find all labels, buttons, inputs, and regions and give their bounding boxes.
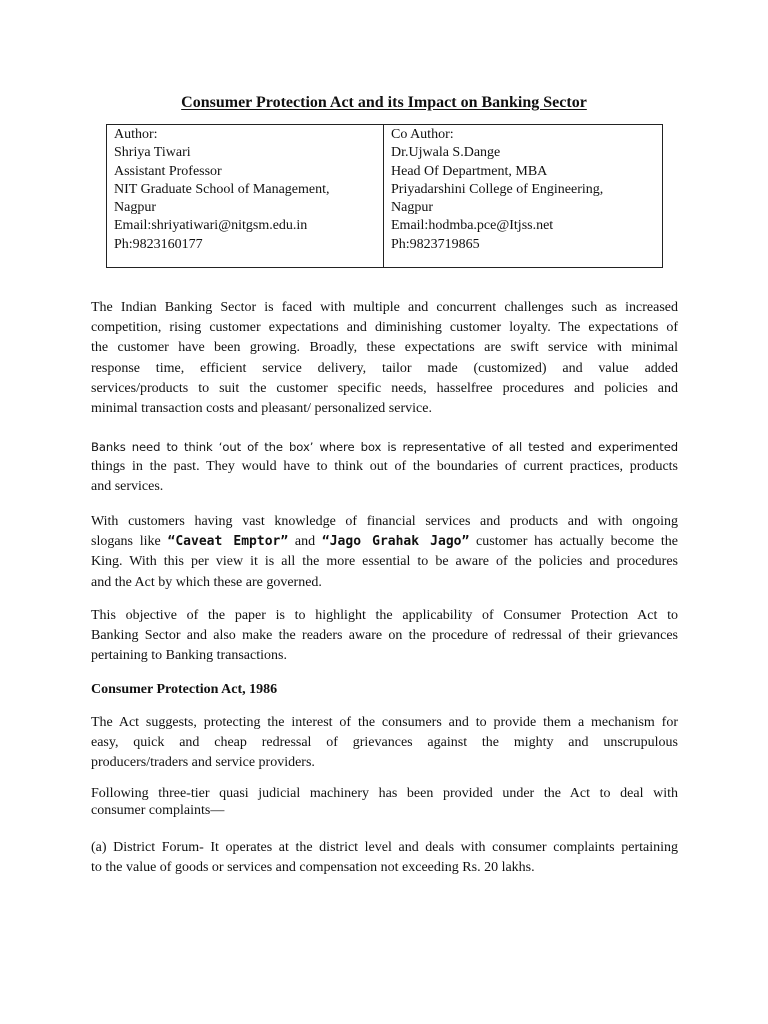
paragraph-line: consumer complaints— [91,803,225,818]
paragraph-line: Following three-tier quasi judicial machinery has been provided under the Act to deal with [91,786,678,801]
paragraph-line: services/products to suit the customer specific needs, hasselfree procedures and policies and [91,380,678,396]
author-email: Email:shriyatiwari@nitgsm.edu.in [114,218,308,234]
paragraph-line: minimal transaction costs and pleasant/ personalized service. [91,401,432,417]
coauthor-city: Nagpur [391,200,433,216]
paragraph-line: The Act suggests, protecting the interest of the consumers and to provide them a mechanism for [91,715,678,730]
paragraph-line: (a) District Forum- It operates at the district level and deals with consumer complaints pertaining [91,840,678,855]
paragraph-district-forum [91,838,678,878]
author-name: Shriya Tiwari [114,145,191,161]
author-table [106,124,663,268]
paragraph-line: easy, quick and cheap redressal of grievances against the mighty and unscrupulous [91,735,678,751]
paragraph-line-slogans [91,532,678,552]
paragraph-line: Banks need to think ‘out of the box’ where box is representative of all tested and experimented [91,440,678,454]
paragraph-line: the customer have been growing. Broadly, these expectations are swift service with minimal [91,340,678,356]
coauthor-phone: Ph:9823719865 [391,236,480,252]
coauthor-cell [384,125,663,268]
paragraph-objective [91,606,678,667]
author-cell [107,125,384,268]
paragraph-line: Banking Sector and also make the readers aware on the procedure of redressal of their grievances [91,628,678,644]
paragraph-line: things in the past. They would have to think out of the boundaries of current practices, products [91,459,678,475]
coauthor-email: Email:hodmba.pce@Itjss.net [391,218,554,234]
paragraph-three-tier [91,785,678,819]
paragraph-line: With customers having vast knowledge of financial services and products and with ongoing [91,514,678,529]
paragraph-line: King. With this per view it is all the more essential to be aware of the policies and procedures [91,554,678,570]
paragraph-intro [91,298,678,419]
coauthor-institution: Priyadarshini College of Engineering, [391,181,604,197]
slogan-jago-grahak-jago: “Jago Grahak Jago” [321,534,470,550]
paragraph-line: response time, efficient service delivery, tailor made (customized) and value added [91,360,678,376]
author-label: Author: [114,127,158,142]
author-city: Nagpur [114,200,156,216]
paragraph-line: The Indian Banking Sector is faced with multiple and concurrent challenges such as increased [91,300,678,315]
paragraph-line: pertaining to Banking transactions. [91,648,287,664]
coauthor-designation: Head Of Department, MBA [391,163,548,179]
paragraph-line: and services. [91,479,164,495]
text-segment: and [288,534,322,550]
author-phone: Ph:9823160177 [114,236,203,252]
text-segment: customer has actually become the [469,534,678,550]
paragraph-think-out-of-box [91,437,678,498]
paragraph-line: competition, rising customer expectations and diminishing customer loyalty. The expectations of [91,320,678,336]
paragraph-act-suggests [91,713,678,774]
section-heading: Consumer Protection Act, 1986 [91,682,278,697]
author-institution: NIT Graduate School of Management, [114,181,330,197]
author-designation: Assistant Professor [114,163,222,179]
coauthor-label: Co Author: [391,127,454,142]
paragraph-line: and the Act by which these are governed. [91,574,322,590]
page-title: Consumer Protection Act and its Impact on Banking Sector [181,94,587,111]
paragraph-line: to the value of goods or services and compensation not exceeding Rs. 20 lakhs. [91,860,535,875]
paragraph-slogans [91,512,678,593]
coauthor-name: Dr.Ujwala S.Dange [391,145,501,161]
paragraph-line: producers/traders and service providers. [91,755,315,771]
slogan-caveat-emptor: “Caveat Emptor” [167,534,289,550]
text-segment: slogans like [91,534,168,550]
paragraph-line: This objective of the paper is to highlight the applicability of Consumer Protection Act to [91,608,678,623]
